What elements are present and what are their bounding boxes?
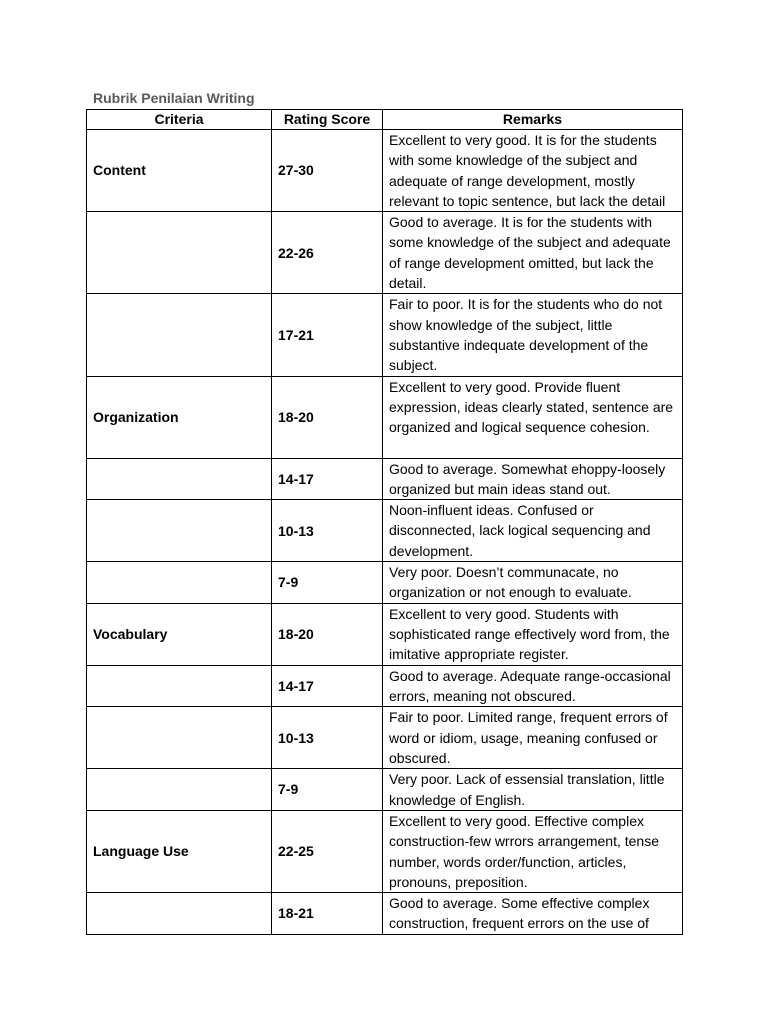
remarks-cell: Good to average. Somewhat ehoppy-loosely organized but main ideas stand out. (383, 458, 683, 500)
criteria-cell: Language Use (87, 810, 272, 892)
criteria-cell (87, 500, 272, 562)
criteria-cell (87, 665, 272, 707)
table-row (87, 562, 683, 604)
table-row (87, 294, 683, 376)
remarks-cell: Noon-influent ideas. Confused or disconnected, lack logical sequencing and development. (383, 500, 683, 562)
table-row (87, 212, 683, 294)
criteria-cell (87, 294, 272, 376)
remarks-cell: Excellent to very good. Provide fluent expression, ideas clearly stated, sentence are organized and logical sequence cohesion. (383, 376, 683, 458)
header-remarks: Remarks (383, 110, 683, 130)
score-cell: 14-17 (272, 458, 383, 500)
remarks-cell: Excellent to very good. Students with sophisticated range effectively word from, the imitative appropriate register. (383, 603, 683, 665)
table-row (87, 376, 683, 458)
criteria-cell (87, 769, 272, 811)
score-cell: 18-20 (272, 376, 383, 458)
score-cell: 27-30 (272, 130, 383, 212)
table-row (87, 130, 683, 212)
header-rating-score: Rating Score (272, 110, 383, 130)
remarks-cell: Excellent to very good. It is for the students with some knowledge of the subject and adequate of range development, mostly relevant to topic sentence, but lack the detail (383, 130, 683, 212)
table-row (87, 665, 683, 707)
document-title: Rubrik Penilaian Writing (93, 90, 255, 106)
remarks-cell: Fair to poor. It is for the students who do not show knowledge of the subject, little substantive indequate development of the subject. (383, 294, 683, 376)
criteria-cell (87, 893, 272, 935)
criteria-cell: Content (87, 130, 272, 212)
table-row (87, 769, 683, 811)
remarks-cell: Good to average. Some effective complex construction, frequent errors on the use of (383, 893, 683, 935)
score-cell: 14-17 (272, 665, 383, 707)
table-row (87, 603, 683, 665)
remarks-cell: Very poor. Doesn’t communacate, no organization or not enough to evaluate. (383, 562, 683, 604)
table-row (87, 458, 683, 500)
rubric-table (86, 109, 683, 935)
table-row (87, 707, 683, 769)
criteria-cell (87, 562, 272, 604)
score-cell: 17-21 (272, 294, 383, 376)
remarks-cell: Fair to poor. Limited range, frequent errors of word or idiom, usage, meaning confused or obscured. (383, 707, 683, 769)
remarks-cell: Good to average. It is for the students with some knowledge of the subject and adequate of range development omitted, but lack the detail. (383, 212, 683, 294)
table-header-row (87, 110, 683, 130)
score-cell: 7-9 (272, 562, 383, 604)
criteria-cell: Vocabulary (87, 603, 272, 665)
score-cell: 22-25 (272, 810, 383, 892)
criteria-cell (87, 707, 272, 769)
score-cell: 22-26 (272, 212, 383, 294)
table-row (87, 500, 683, 562)
header-criteria: Criteria (87, 110, 272, 130)
remarks-cell: Excellent to very good. Effective complex construction-few wrrors arrangement, tense number, words order/function, articles, pronouns, preposition. (383, 810, 683, 892)
criteria-cell (87, 212, 272, 294)
criteria-cell: Organization (87, 376, 272, 458)
remarks-cell: Very poor. Lack of essensial translation, little knowledge of English. (383, 769, 683, 811)
score-cell: 10-13 (272, 707, 383, 769)
table-row (87, 893, 683, 935)
criteria-cell (87, 458, 272, 500)
score-cell: 10-13 (272, 500, 383, 562)
table-row (87, 810, 683, 892)
score-cell: 18-21 (272, 893, 383, 935)
score-cell: 18-20 (272, 603, 383, 665)
score-cell: 7-9 (272, 769, 383, 811)
remarks-cell: Good to average. Adequate range-occasional errors, meaning not obscured. (383, 665, 683, 707)
